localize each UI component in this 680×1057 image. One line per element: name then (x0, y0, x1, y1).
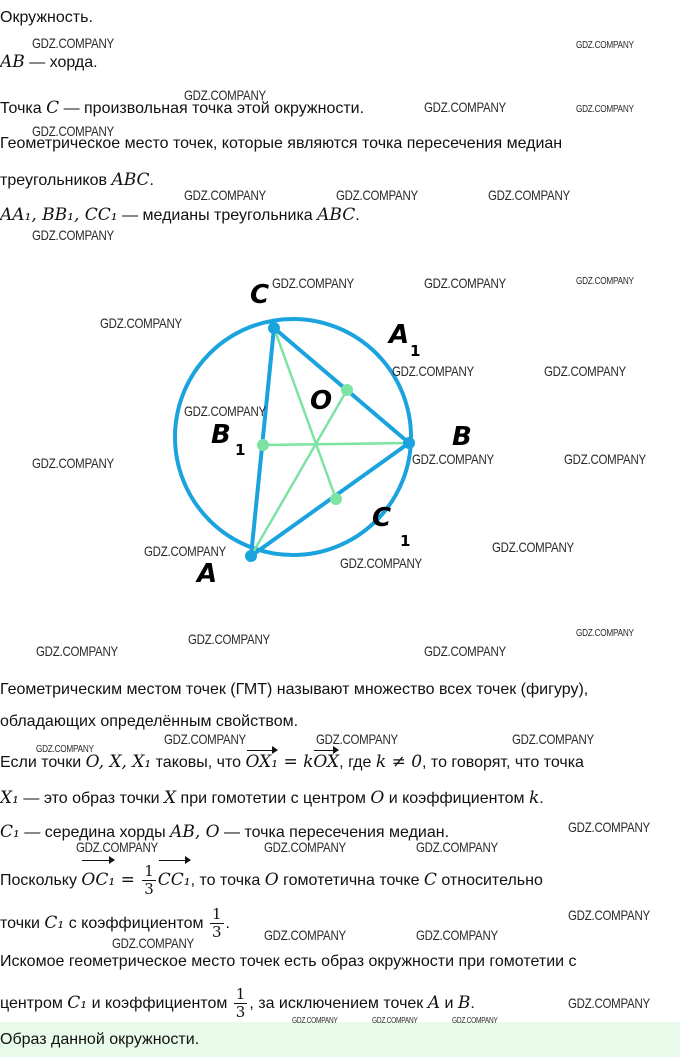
watermark: GDZ.COMPANY (576, 276, 634, 287)
label-b: B (452, 422, 472, 452)
watermark: GDZ.COMPANY (576, 104, 634, 115)
point-c (268, 322, 280, 334)
watermark: GDZ.COMPANY (188, 631, 270, 647)
watermark: GDZ.COMPANY (36, 744, 94, 755)
label-b1: B (211, 420, 231, 450)
text-homothety-def: Если точки O, X, X₁ таковы, что OX₁ = kOX, где k ≠ 0, то говорят, что точка (0, 752, 584, 772)
label-a1-sub: 1 (410, 342, 421, 360)
watermark: GDZ.COMPANY (576, 628, 634, 639)
watermark: GDZ.COMPANY (272, 275, 354, 291)
watermark: GDZ.COMPANY (292, 1016, 338, 1025)
label-o: O (310, 386, 333, 416)
text-homothety-image: X₁ — это образ точки X при гомотетии с центром O и коэффициентом k. (0, 788, 544, 808)
watermark: GDZ.COMPANY (32, 227, 114, 243)
text-triangles: треугольников ABC. (0, 170, 154, 190)
watermark: GDZ.COMPANY (424, 275, 506, 291)
watermark: GDZ.COMPANY (564, 451, 646, 467)
answer-text: Образ данной окружности. (0, 1031, 200, 1048)
answer-box (0, 1022, 680, 1057)
watermark: GDZ.COMPANY (264, 927, 346, 943)
watermark: GDZ.COMPANY (424, 99, 506, 115)
watermark: GDZ.COMPANY (488, 187, 570, 203)
text-circle: Окружность. (0, 9, 93, 26)
point-b1 (257, 439, 269, 451)
median-bb1 (263, 443, 409, 445)
point-a (245, 550, 257, 562)
watermark: GDZ.COMPANY (372, 1016, 418, 1025)
text-chord: AB — хорда. (0, 52, 98, 72)
watermark: GDZ.COMPANY (416, 927, 498, 943)
fraction-one-third: $\frac{1}{3}$ (235, 985, 246, 1022)
watermark: GDZ.COMPANY (184, 403, 266, 419)
watermark: GDZ.COMPANY (340, 555, 422, 571)
watermark: GDZ.COMPANY (416, 839, 498, 855)
watermark: GDZ.COMPANY (568, 995, 650, 1011)
text-since: Поскольку OC₁ = $\frac{1}{3}$ CC₁, то точка O гомотетична точке C относительно (0, 862, 543, 899)
watermark: GDZ.COMPANY (392, 363, 474, 379)
watermark: GDZ.COMPANY (424, 643, 506, 659)
watermark: GDZ.COMPANY (100, 315, 182, 331)
watermark: GDZ.COMPANY (184, 187, 266, 203)
label-a: A (197, 559, 218, 589)
watermark: GDZ.COMPANY (316, 731, 398, 747)
text-definition-2: обладающих определённым свойством. (0, 713, 299, 730)
watermark: GDZ.COMPANY (36, 643, 118, 659)
text-midpoint: C₁ — середина хорды AB, O — точка пересечения медиан. (0, 822, 450, 842)
watermark: GDZ.COMPANY (544, 363, 626, 379)
watermark: GDZ.COMPANY (568, 907, 650, 923)
watermark: GDZ.COMPANY (76, 839, 158, 855)
text-locus-result: Искомое геометрическое место точек есть образ окружности при гомотетии с (0, 953, 577, 970)
watermark: GDZ.COMPANY (452, 1016, 498, 1025)
watermark: GDZ.COMPANY (144, 543, 226, 559)
watermark: GDZ.COMPANY (264, 839, 346, 855)
label-a1: A (389, 320, 410, 350)
text-point-c: Точка C — произвольная точка этой окружности. (0, 98, 365, 118)
watermark: GDZ.COMPANY (492, 539, 574, 555)
text-locus-center: центром C₁ и коэффициентом $\frac{1}{3}$ , за исключением точек A и B. (0, 985, 475, 1022)
point-b (403, 437, 415, 449)
watermark: GDZ.COMPANY (32, 455, 114, 471)
label-c: C (250, 280, 270, 310)
label-c1-sub: 1 (400, 532, 411, 550)
watermark: GDZ.COMPANY (184, 87, 266, 103)
text-locus-question: Геометрическое место точек, которые являются точка пересечения медиан (0, 135, 563, 152)
watermark: GDZ.COMPANY (512, 731, 594, 747)
watermark: GDZ.COMPANY (412, 451, 494, 467)
watermark: GDZ.COMPANY (32, 35, 114, 51)
watermark: GDZ.COMPANY (164, 731, 246, 747)
point-c1 (330, 493, 342, 505)
label-c1: C (372, 503, 392, 533)
text-medians: AA₁, BB₁, CC₁ — медианы треугольника ABC. (0, 205, 360, 225)
point-a1 (341, 384, 353, 396)
fraction-one-third: $\frac{1}{3}$ (144, 862, 154, 899)
watermark: GDZ.COMPANY (112, 935, 194, 951)
text-definition-1: Геометрическим местом точек (ГМТ) называют множество всех точек (фигуру), (0, 681, 589, 698)
label-b1-sub: 1 (235, 441, 246, 459)
watermark: GDZ.COMPANY (336, 187, 418, 203)
watermark: GDZ.COMPANY (576, 40, 634, 51)
watermark: GDZ.COMPANY (32, 123, 114, 139)
text-coefficient: точки C₁ с коэффициентом $\frac{1}{3}$ . (0, 905, 230, 942)
side-ab (251, 443, 409, 556)
watermark: GDZ.COMPANY (568, 819, 650, 835)
fraction-one-third: $\frac{1}{3}$ (211, 905, 222, 942)
